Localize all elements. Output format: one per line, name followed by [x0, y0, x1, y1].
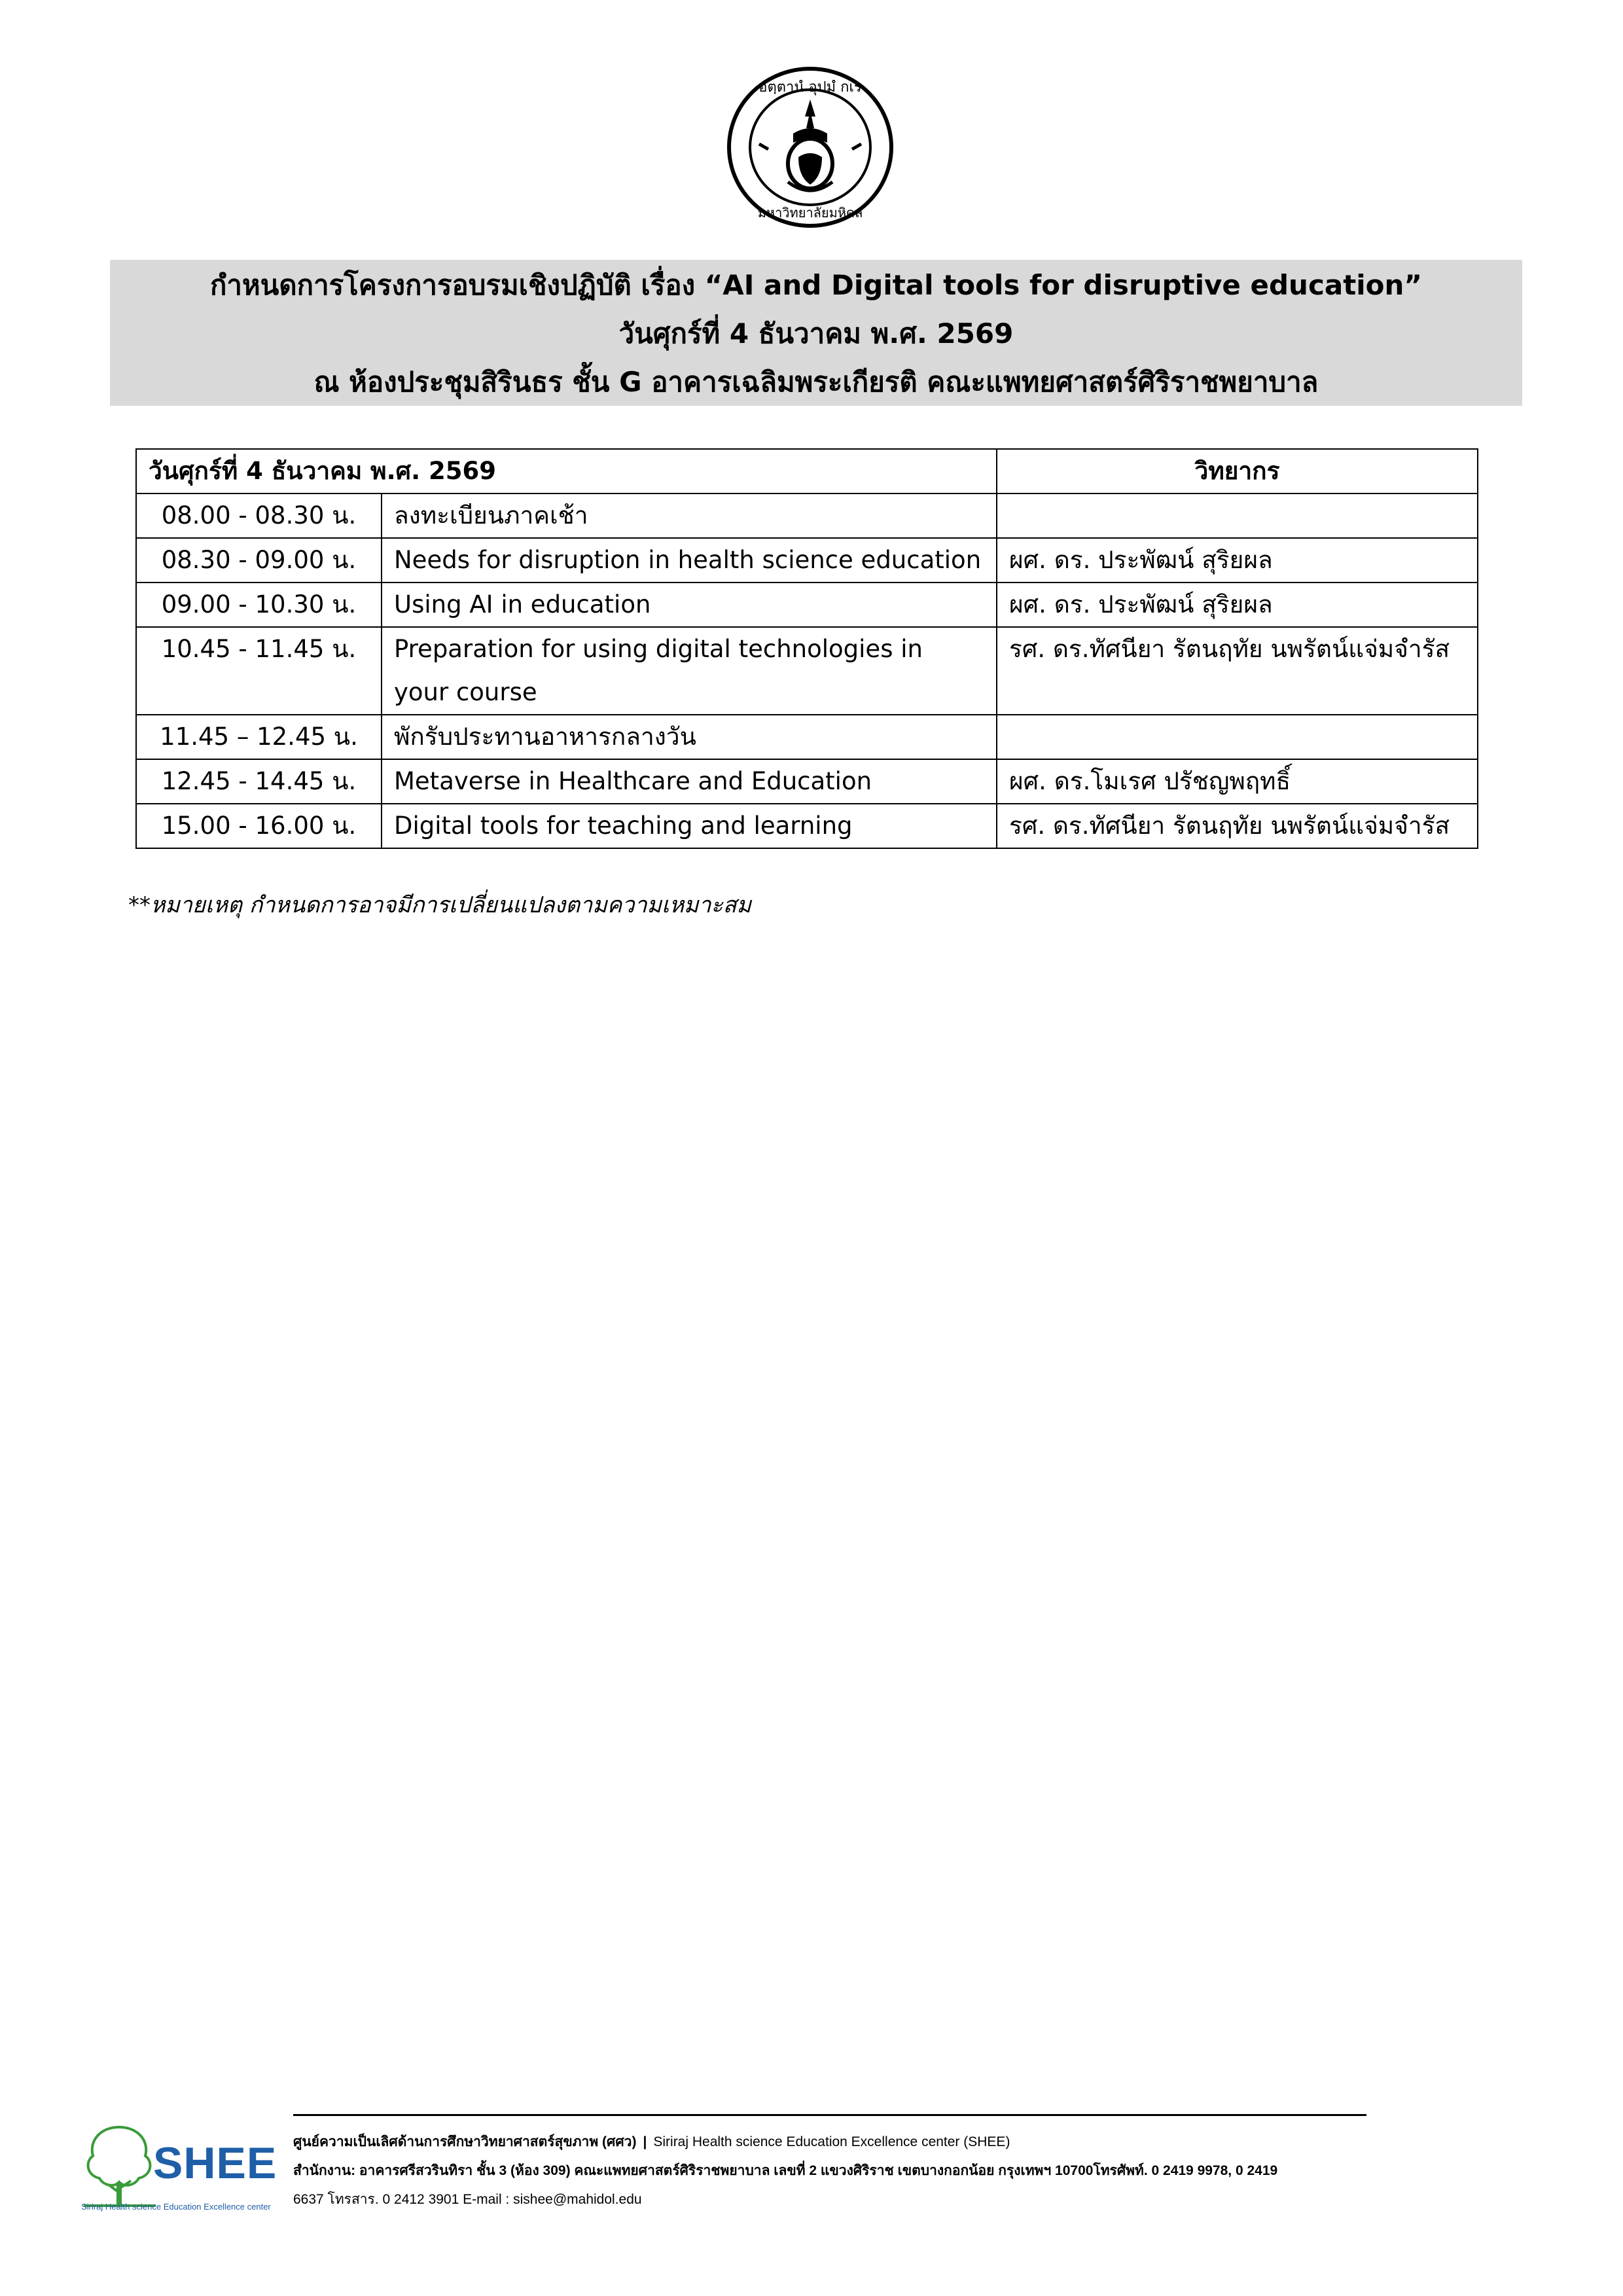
table-row [136, 493, 1478, 538]
table-header-row [136, 449, 1478, 493]
session-speaker: ผศ. ดร. ประพัฒน์ สุริยผล [997, 538, 1478, 583]
session-time: 10.45 - 11.45 น. [136, 627, 382, 715]
session-time: 12.45 - 14.45 น. [136, 759, 382, 804]
session-topic: Metaverse in Healthcare and Education [382, 759, 997, 804]
table-row [136, 627, 1478, 715]
seal-emblem-icon [725, 65, 895, 229]
schedule-table [135, 448, 1478, 849]
svg-text:อตฺตานํ อุปมํ กเร: อตฺตานํ อุปมํ กเร [758, 79, 862, 96]
table-row [136, 583, 1478, 627]
footer-divider [293, 2114, 1366, 2116]
session-topic: Needs for disruption in health science education [382, 538, 997, 583]
session-topic: ลงทะเบียนภาคเช้า [382, 493, 997, 538]
program-title: กำหนดการโครงการอบรมเชิงปฏิบัติ เรื่อง “AI and Digital tools for disruptive education” [209, 269, 1423, 301]
date-header: วันศุกร์ที่ 4 ธันวาคม พ.ศ. 2569 [136, 449, 997, 493]
footer-separator: | [643, 2134, 647, 2149]
logo-name: SHEE [153, 2138, 277, 2188]
session-speaker: ผศ. ดร. ประพัฒน์ สุริยผล [997, 583, 1478, 627]
svg-text:มหาวิทยาลัยมหิดล: มหาวิทยาลัยมหิดล [757, 205, 863, 221]
office-address: อาคารศรีสวรินทิรา ชั้น 3 (ห้อง 309) คณะแพทยศาสตร์ศิริราชพยาบาล เลขที่ 2 แขวงศิริราช เขตบางกอกน้อย กรุงเทพฯ 10700โทรศัพท์. 0 2419 9978, 0 2419 [359, 2163, 1278, 2178]
session-speaker: รศ. ดร.ทัศนียา รัตนฤทัย นพรัตน์แจ่มจำรัส [997, 627, 1478, 715]
session-speaker [997, 493, 1478, 538]
table-row [136, 538, 1478, 583]
session-topic: Preparation for using digital technologies in your course [382, 627, 997, 715]
footer-contact-line: 6637 โทรสาร. 0 2412 3901 E-mail : sishee@mahidol.edu [293, 2192, 642, 2207]
tree-icon [80, 2119, 158, 2211]
session-topic: พักรับประทานอาหารกลางวัน [382, 715, 997, 759]
speaker-header: วิทยากร [997, 449, 1478, 493]
session-time: 11.45 – 12.45 น. [136, 715, 382, 759]
footer-address-line [293, 2160, 1277, 2181]
office-label: สำนักงาน: [293, 2163, 356, 2178]
program-venue: ณ ห้องประชุมสิรินธร ชั้น G อาคารเฉลิมพระเกียรติ คณะแพทยศาสตร์ศิริราชพยาบาล [313, 366, 1319, 398]
session-topic: Using AI in education [382, 583, 997, 627]
session-time: 15.00 - 16.00 น. [136, 804, 382, 848]
session-topic: Digital tools for teaching and learning [382, 804, 997, 848]
footer-center-line [293, 2131, 1010, 2153]
session-speaker: ผศ. ดร.โมเรศ ปรัชญพฤทธิ์ [997, 759, 1478, 804]
program-date: วันศุกร์ที่ 4 ธันวาคม พ.ศ. 2569 [618, 317, 1014, 350]
mahidol-university-seal [725, 65, 895, 229]
shee-logo [80, 2119, 283, 2217]
logo-subtitle: Siriraj Health science Education Excellence center [81, 2202, 271, 2212]
schedule-note: **หมายเหตุ กำหนดการอาจมีการเปลี่ยนแปลงตามความเหมาะสม [128, 892, 751, 918]
table-row [136, 759, 1478, 804]
session-speaker [997, 715, 1478, 759]
center-name-en: Siriraj Health science Education Excellence center (SHEE) [653, 2134, 1010, 2149]
center-name-th: ศูนย์ความเป็นเลิศด้านการศึกษาวิทยาศาสตร์สุขภาพ (ศศว) [293, 2134, 637, 2149]
session-time: 09.00 - 10.30 น. [136, 583, 382, 627]
session-speaker: รศ. ดร.ทัศนียา รัตนฤทัย นพรัตน์แจ่มจำรัส [997, 804, 1478, 848]
session-time: 08.30 - 09.00 น. [136, 538, 382, 583]
title-banner [110, 260, 1522, 406]
table-row [136, 715, 1478, 759]
session-time: 08.00 - 08.30 น. [136, 493, 382, 538]
table-row [136, 804, 1478, 848]
